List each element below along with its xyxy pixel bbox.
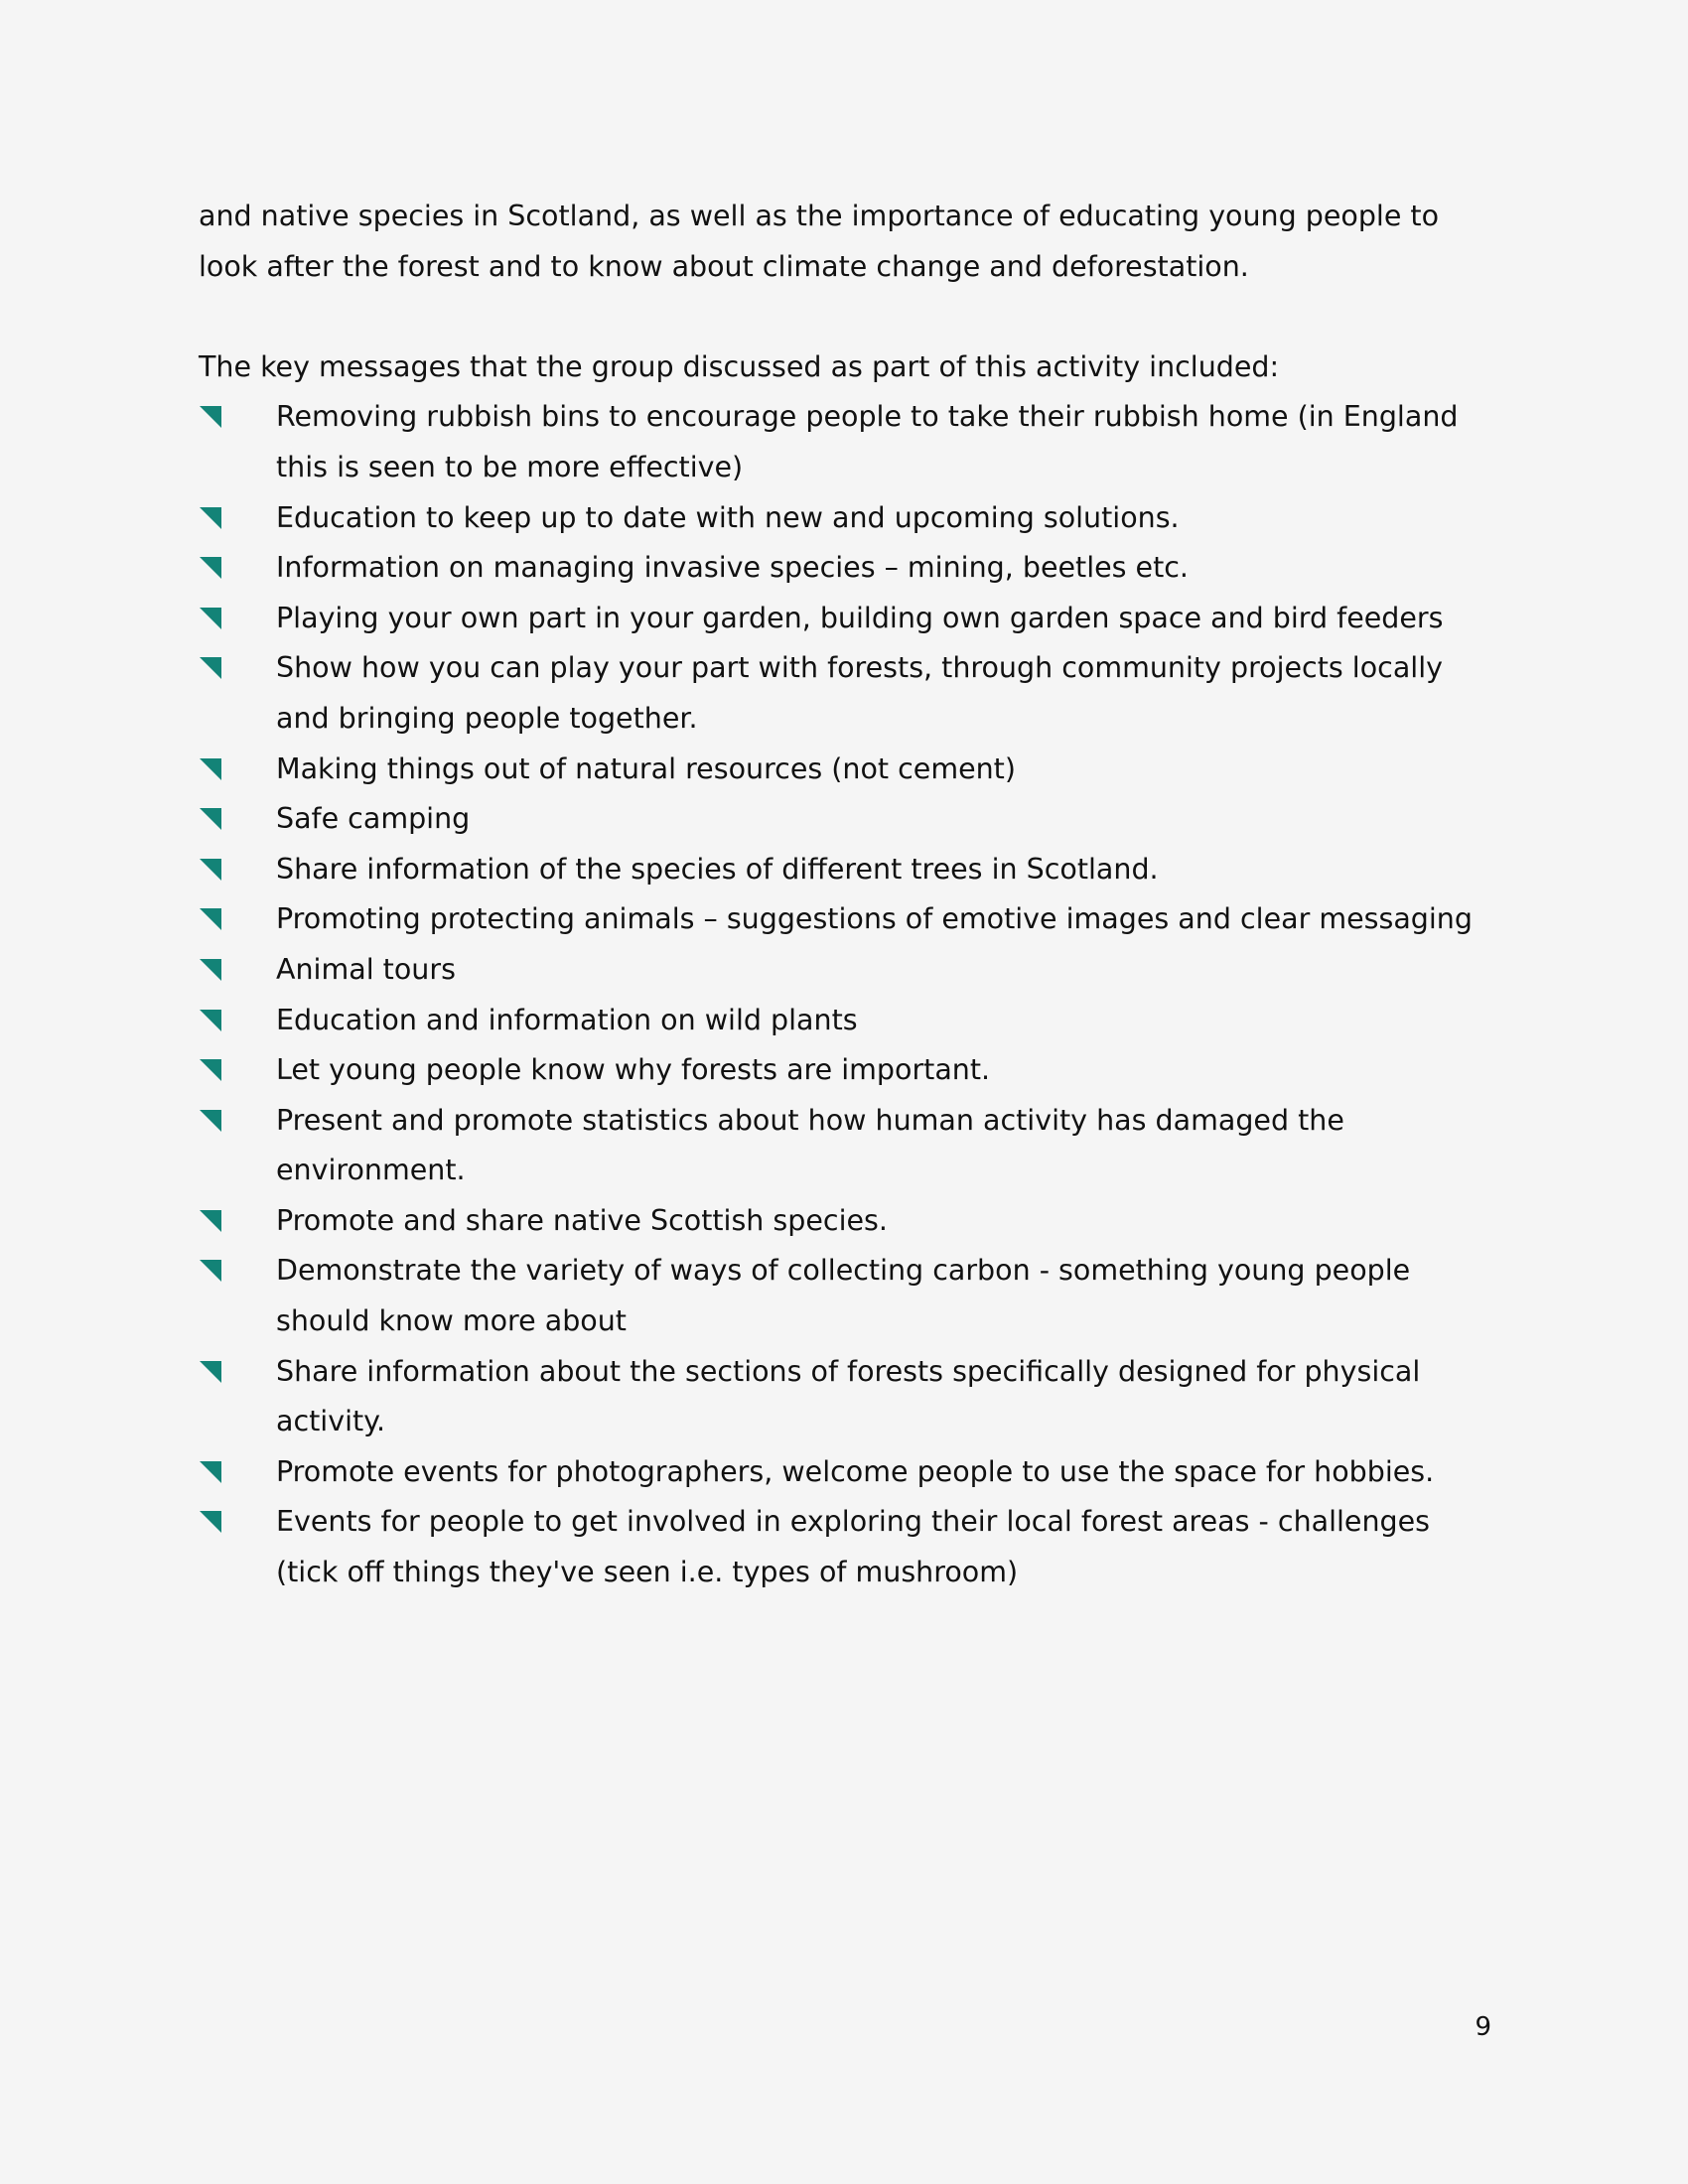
intro-paragraph: The key messages that the group discussed as part of this activity included: bbox=[199, 349, 1280, 383]
list-item-text: Let young people know why forests are important. bbox=[276, 1053, 991, 1087]
list-item bbox=[199, 1246, 1499, 1346]
triangle-bullet-icon bbox=[200, 557, 221, 579]
list-item-text: Education to keep up to date with new and upcoming solutions. bbox=[276, 500, 1180, 534]
key-messages-list bbox=[199, 392, 1499, 1597]
list-item-text: Making things out of natural resources (not cement) bbox=[276, 751, 1016, 785]
list-item bbox=[199, 392, 1499, 492]
triangle-bullet-icon bbox=[200, 1461, 221, 1483]
triangle-bullet-icon bbox=[200, 406, 221, 428]
triangle-bullet-icon bbox=[200, 1260, 221, 1282]
list-item bbox=[199, 1497, 1499, 1597]
list-item bbox=[199, 1045, 1499, 1096]
list-item-text: Events for people to get involved in exploring their local forest areas - challenges (tick off things they've seen i.e. types of mushroom) bbox=[276, 1505, 1431, 1589]
list-item-text: Safe camping bbox=[276, 802, 471, 836]
page-body bbox=[199, 192, 1499, 1598]
list-item-text: Demonstrate the variety of ways of collecting carbon - something young people should know more about bbox=[276, 1254, 1411, 1338]
continuation-paragraph: and native species in Scotland, as well as the importance of educating young people to look after the forest and to know about climate change and deforestation. bbox=[199, 200, 1440, 283]
list-item bbox=[199, 894, 1499, 945]
triangle-bullet-icon bbox=[200, 1059, 221, 1081]
list-item-text: Animal tours bbox=[276, 952, 456, 986]
list-item-text: Information on managing invasive species – mining, beetles etc. bbox=[276, 551, 1189, 585]
list-item bbox=[199, 945, 1499, 996]
triangle-bullet-icon bbox=[200, 1361, 221, 1383]
triangle-bullet-icon bbox=[200, 758, 221, 780]
triangle-bullet-icon bbox=[200, 657, 221, 679]
list-item bbox=[199, 996, 1499, 1046]
list-item bbox=[199, 1347, 1499, 1447]
list-item bbox=[199, 493, 1499, 544]
list-item-text: Show how you can play your part with forests, through community projects locally and bringing people together. bbox=[276, 651, 1443, 735]
list-item bbox=[199, 794, 1499, 845]
list-item-text: Present and promote statistics about how human activity has damaged the environment. bbox=[276, 1103, 1344, 1187]
page-number: 9 bbox=[1475, 2012, 1491, 2042]
triangle-bullet-icon bbox=[200, 1511, 221, 1533]
triangle-bullet-icon bbox=[200, 959, 221, 981]
triangle-bullet-icon bbox=[200, 1010, 221, 1031]
triangle-bullet-icon bbox=[200, 808, 221, 830]
list-item-text: Promote and share native Scottish species. bbox=[276, 1203, 888, 1237]
list-item bbox=[199, 1196, 1499, 1247]
list-item-text: Share information of the species of different trees in Scotland. bbox=[276, 852, 1159, 886]
list-item-text: Education and information on wild plants bbox=[276, 1003, 858, 1036]
triangle-bullet-icon bbox=[200, 1210, 221, 1232]
list-item bbox=[199, 643, 1499, 744]
triangle-bullet-icon bbox=[200, 859, 221, 881]
list-item-text: Share information about the sections of forests specifically designed for physical activity. bbox=[276, 1354, 1421, 1438]
list-item bbox=[199, 845, 1499, 895]
list-item-text: Promote events for photographers, welcome people to use the space for hobbies. bbox=[276, 1454, 1435, 1488]
triangle-bullet-icon bbox=[200, 1110, 221, 1132]
triangle-bullet-icon bbox=[200, 908, 221, 930]
list-item bbox=[199, 1447, 1499, 1498]
list-item bbox=[199, 543, 1499, 594]
list-item-text: Removing rubbish bins to encourage people to take their rubbish home (in England this is seen to be more effective) bbox=[276, 400, 1459, 483]
list-item bbox=[199, 1096, 1499, 1196]
triangle-bullet-icon bbox=[200, 608, 221, 629]
list-item-text: Playing your own part in your garden, building own garden space and bird feeders bbox=[276, 601, 1444, 634]
list-item bbox=[199, 594, 1499, 644]
list-item bbox=[199, 745, 1499, 795]
list-item-text: Promoting protecting animals – suggestions of emotive images and clear messaging bbox=[276, 902, 1473, 936]
triangle-bullet-icon bbox=[200, 507, 221, 529]
